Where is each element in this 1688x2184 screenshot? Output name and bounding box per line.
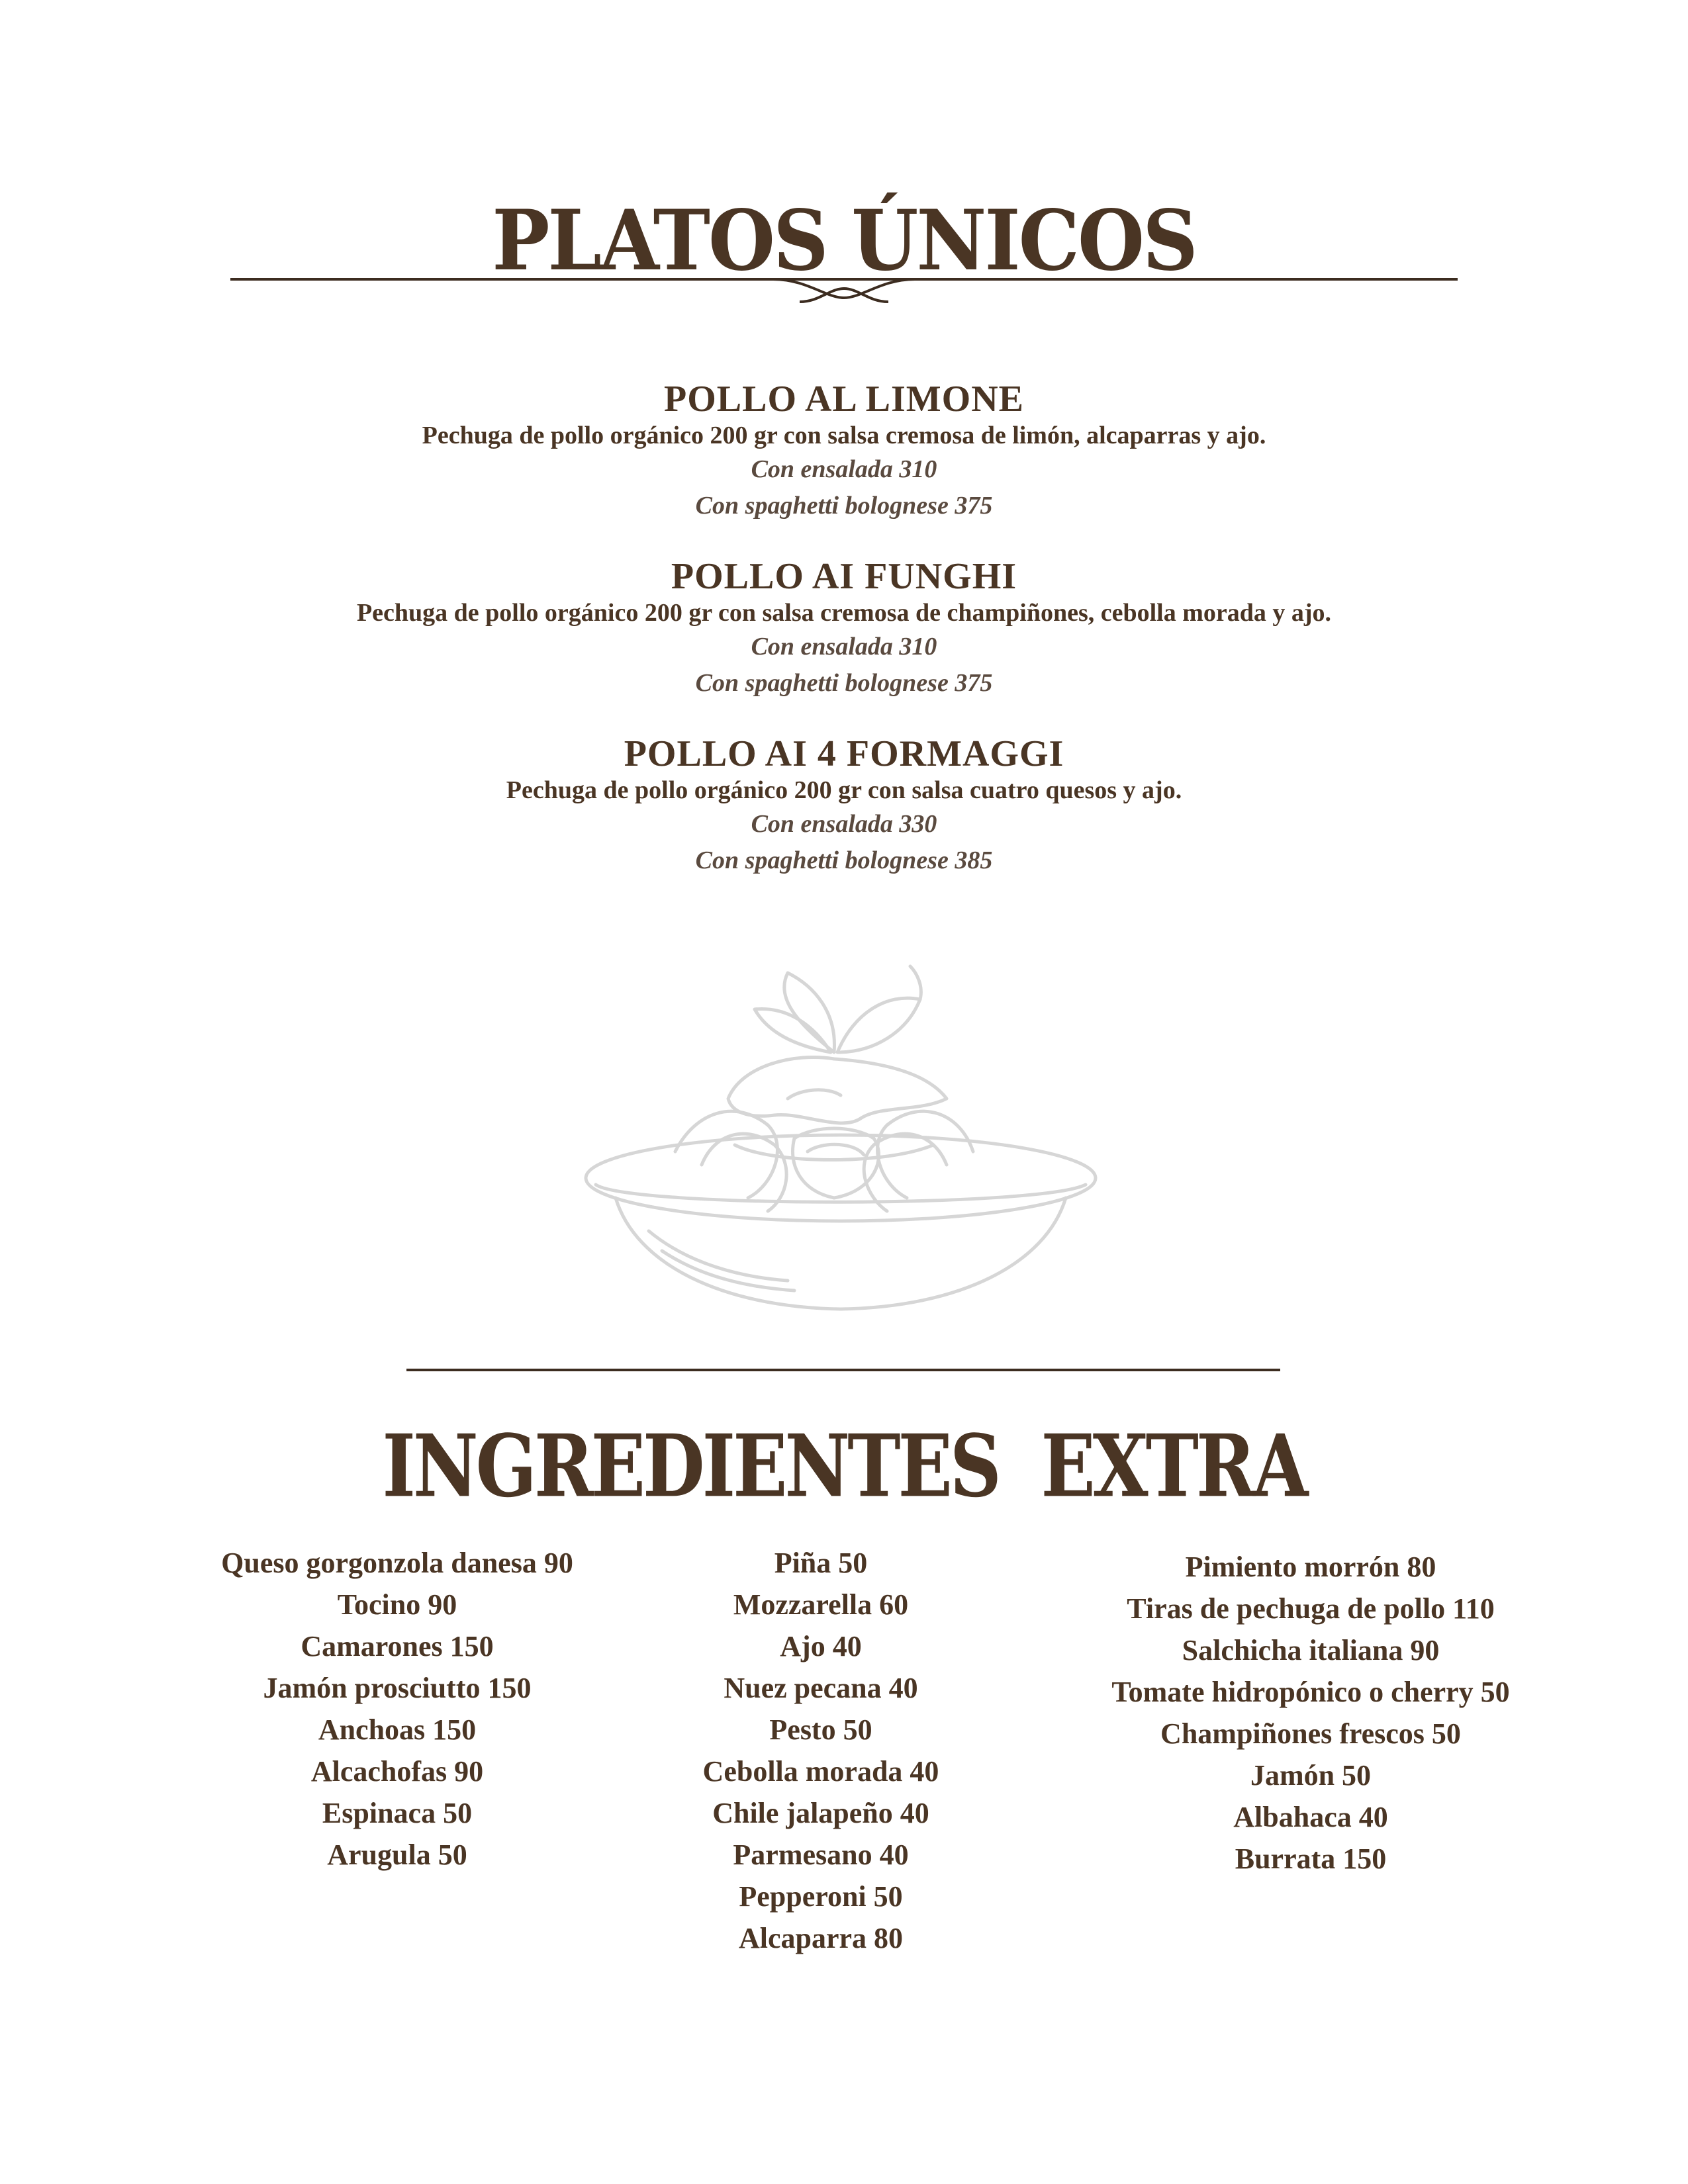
ornamental-divider [230, 265, 1458, 311]
dish-option-salad: Con ensalada 310 [751, 455, 937, 483]
extra-item: Burrata 150 [1235, 1843, 1387, 1875]
dish-item [0, 556, 1688, 702]
extra-item: Jamón 50 [1250, 1759, 1372, 1792]
extra-item: Chile jalapeño 40 [712, 1797, 929, 1829]
dish-option-spaghetti: Con spaghetti bolognese 375 [695, 492, 993, 520]
extra-item: Albahaca 40 [1233, 1801, 1388, 1833]
extra-item: Nuez pecana 40 [724, 1672, 918, 1704]
extra-item: Alcachofas 90 [310, 1755, 484, 1788]
platos-unicos-title: PLATOS ÚNICOS [492, 192, 1196, 290]
extra-item: Anchoas 150 [318, 1713, 477, 1746]
dish-item [0, 733, 1688, 879]
extra-item: Cebolla morada 40 [702, 1755, 939, 1788]
dish-item [0, 379, 1688, 524]
ingredientes-extra-title: INGREDIENTES EXTRA [382, 1416, 1306, 1517]
extra-item: Ajo 40 [780, 1630, 862, 1662]
dish-description: Pechuga de pollo orgánico 200 gr con salsa cremosa de champiñones, cebolla morada y ajo. [356, 599, 1332, 627]
extra-item: Alcaparra 80 [738, 1922, 904, 1954]
extra-item: Champiñones frescos 50 [1160, 1717, 1461, 1750]
dish-option-spaghetti: Con spaghetti bolognese 375 [695, 669, 993, 697]
dish-name: POLLO AI 4 FORMAGGI [624, 733, 1064, 774]
extra-item: Tocino 90 [337, 1588, 457, 1621]
extra-item: Jamón prosciutto 150 [263, 1672, 532, 1704]
extras-column-2 [556, 1542, 1086, 1959]
extra-item: Espinaca 50 [322, 1797, 473, 1829]
extra-item: Pepperoni 50 [739, 1880, 903, 1913]
extra-item: Pesto 50 [769, 1713, 872, 1746]
dish-option-spaghetti: Con spaghetti bolognese 385 [695, 846, 993, 874]
pasta-bowl-illustration-icon [576, 946, 1105, 1317]
extra-item: Pimiento morrón 80 [1185, 1551, 1436, 1583]
extra-item: Queso gorgonzola danesa 90 [221, 1547, 573, 1579]
dish-name: POLLO AI FUNGHI [671, 556, 1017, 597]
extra-item: Parmesano 40 [733, 1839, 909, 1871]
extra-item: Salchicha italiana 90 [1182, 1634, 1440, 1666]
extra-item: Tiras de pechuga de pollo 110 [1127, 1592, 1495, 1625]
dish-description: Pechuga de pollo orgánico 200 gr con salsa cremosa de limón, alcaparras y ajo. [422, 422, 1266, 449]
dish-description: Pechuga de pollo orgánico 200 gr con salsa cuatro quesos y ajo. [506, 776, 1182, 804]
dish-option-salad: Con ensalada 310 [751, 633, 937, 660]
dish-option-salad: Con ensalada 330 [751, 810, 937, 838]
extra-item: Arugula 50 [327, 1839, 467, 1871]
extra-item: Camarones 150 [301, 1630, 494, 1662]
extra-item: Tomate hidropónico o cherry 50 [1111, 1676, 1510, 1708]
dish-list [0, 379, 1688, 911]
dish-name: POLLO AL LIMONE [664, 379, 1024, 420]
section-divider [406, 1369, 1280, 1371]
extra-item: Piña 50 [774, 1547, 868, 1579]
extra-item: Mozzarella 60 [733, 1588, 909, 1621]
extras-column-3 [1013, 1546, 1609, 1880]
